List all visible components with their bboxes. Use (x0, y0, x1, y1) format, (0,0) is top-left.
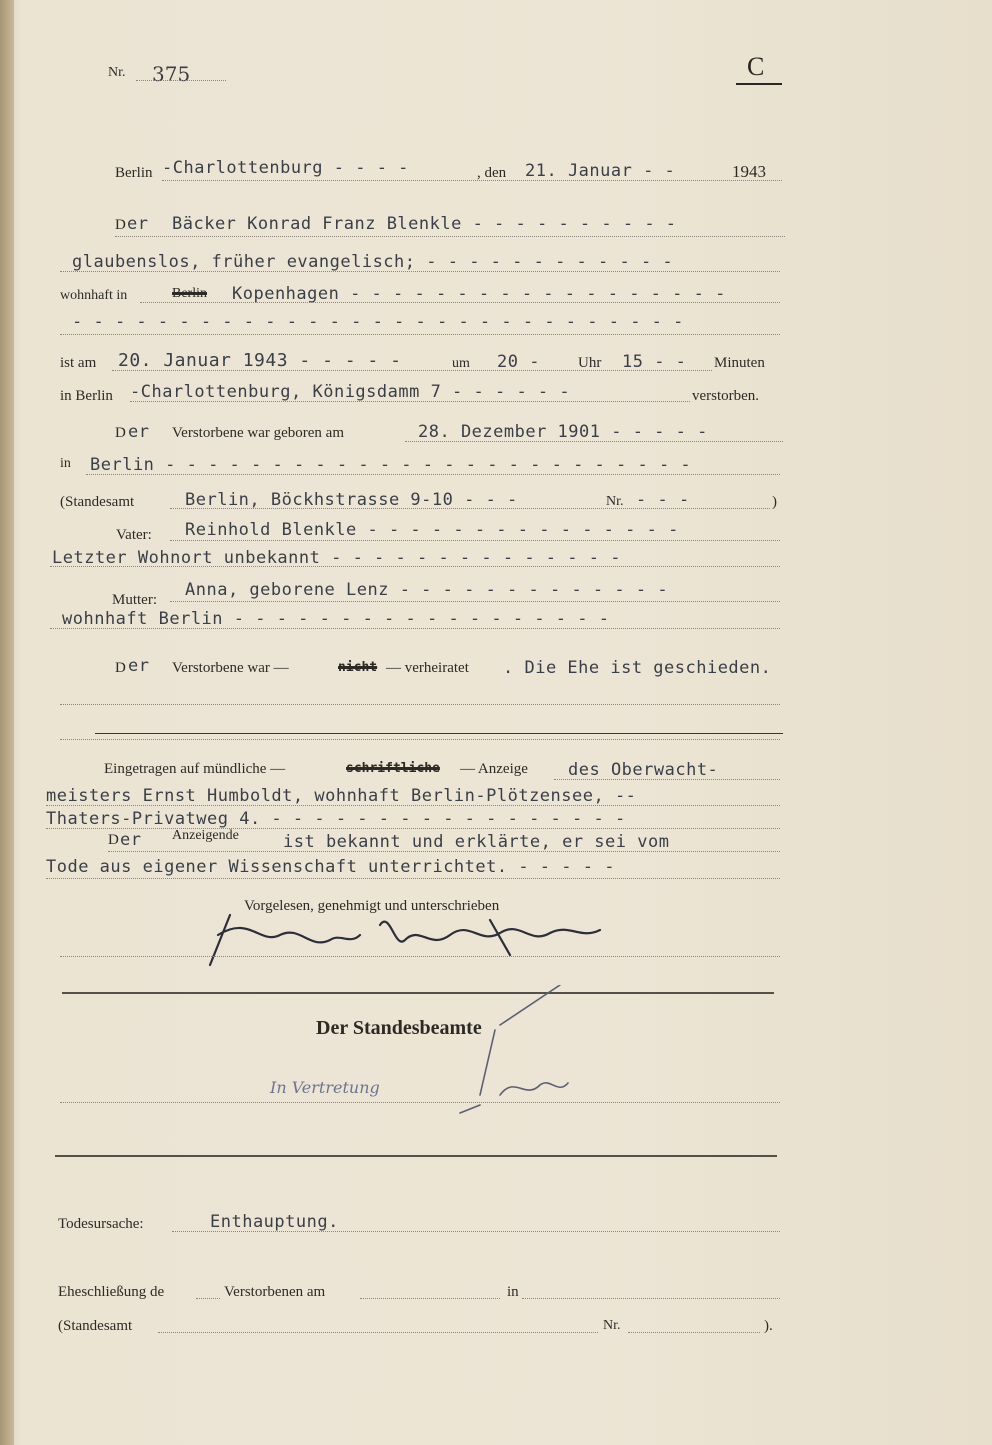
registration-line-4-printed: Anzeigende (172, 828, 239, 843)
registration-text-1: Eingetragen auf mündliche — (104, 761, 286, 777)
registration-line-2: meisters Ernst Humboldt, wohnhaft Berlin-Plötzensee, -- (46, 786, 637, 806)
registration-line-5: Tode aus eigener Wissenschaft unterrichtet. - - - - - (46, 857, 615, 877)
uhr-label: Uhr (578, 355, 602, 371)
standesamt-label: (Standesamt (60, 494, 135, 510)
district-typed: -Charlottenburg - - - - (162, 158, 409, 178)
religion-line: glaubenslos, früher evangelisch; - - - - - - - - - - - - (72, 252, 674, 272)
birth-in-label: in (60, 456, 71, 471)
residence-label: wohnhaft in (60, 288, 128, 303)
registration-text-2: — Anzeige (460, 761, 528, 777)
vater-residence: Letzter Wohnort unbekannt - - - - - - - - - - - - - - (52, 548, 621, 568)
death-date: 20. Januar 1943 - - - - - (118, 350, 402, 371)
marital-status-typed: . Die Ehe ist geschieden. (503, 658, 772, 678)
registration-typed-1: des Oberwacht- (568, 760, 719, 780)
death-place: -Charlottenburg, Königsdamm 7 - - - - - - (130, 382, 571, 402)
eheschliessung-in: in (507, 1284, 519, 1300)
year-printed: 1943 (732, 162, 766, 181)
mutter-label: Mutter: (112, 592, 157, 608)
birth-place: Berlin - - - - - - - - - - - - - - - - - - - - - - - - - (90, 455, 692, 475)
vorgelesen-text: Vorgelesen, genehmigt und unterschrieben (244, 898, 500, 914)
deceased-article: D (115, 217, 126, 233)
marital-article: D (115, 660, 126, 676)
book-binding-edge (0, 0, 14, 1445)
den-label: , den (477, 165, 507, 181)
birth-date: 28. Dezember 1901 - - - - - (418, 422, 708, 442)
registration-struck: schriftliche (346, 761, 440, 776)
minuten-label: Minuten (714, 355, 765, 371)
residence-blank-line: - - - - - - - - - - - - - - - - - - - - - - - - - - - - - (72, 312, 684, 332)
verstorben-label: verstorben. (692, 388, 760, 404)
register-number: 375 (152, 62, 191, 86)
marital-text-1: Verstorbene war — (172, 660, 289, 676)
deceased-article-typed: er (127, 214, 149, 234)
vater-value: Reinhold Blenkle - - - - - - - - - - - - - - - (185, 520, 679, 540)
death-hour: 20 - (497, 352, 540, 372)
mutter-value: Anna, geborene Lenz - - - - - - - - - - - - - (185, 580, 669, 600)
death-minutes: 15 - - (622, 352, 687, 372)
residence-value: Kopenhagen - - - - - - - - - - - - - - - - - - (232, 284, 726, 304)
todesursache-value: Enthauptung. (210, 1212, 339, 1232)
todesursache-label: Todesursache: (58, 1216, 144, 1232)
residence-struck: Berlin (172, 286, 207, 301)
birth-article: D (115, 425, 126, 441)
mutter-residence: wohnhaft Berlin - - - - - - - - - - - - - - - - - - (62, 609, 610, 629)
in-vertretung-stamp: In Vertretung (270, 1078, 380, 1097)
born-label: Verstorbene war geboren am (172, 425, 345, 441)
footer-standesamt-label: (Standesamt (58, 1318, 133, 1334)
footer-nr-label: Nr. (603, 1318, 621, 1333)
birth-nr-value: - - - (636, 490, 690, 510)
footer-close: ). (764, 1318, 773, 1334)
city-printed: Berlin (115, 165, 153, 181)
birth-standesamt: Berlin, Böckhstrasse 9-10 - - - (185, 490, 518, 510)
birth-article-typed: er (128, 422, 150, 442)
registration-line-4-article: D (108, 832, 119, 848)
registration-line-4-typed-b: ist bekannt und erklärte, er sei vom (283, 832, 670, 852)
ist-am-label: ist am (60, 355, 97, 371)
in-berlin-label: in Berlin (60, 388, 113, 404)
birth-close-paren: ) (772, 494, 777, 510)
standesbeamte-title: Der Standesbeamte (316, 1017, 482, 1039)
date-typed: 21. Januar - - (525, 161, 676, 181)
vater-label: Vater: (116, 527, 152, 543)
birth-nr-label: Nr. (606, 494, 624, 509)
eheschliessung-label-a: Eheschließung de (58, 1284, 165, 1300)
deceased-name: Bäcker Konrad Franz Blenkle - - - - - - - - - - (172, 214, 677, 234)
um-label: um (452, 356, 470, 371)
marital-struck: nicht (338, 660, 378, 675)
marital-text-2: — verheiratet (386, 660, 469, 676)
registrar-signature (440, 985, 600, 1115)
registration-line-4-typed-a: er (120, 830, 142, 850)
marital-article-typed: er (128, 656, 150, 676)
nr-label: Nr. (108, 65, 126, 80)
registration-line-3: Thaters-Privatweg 4. - - - - - - - - - - - - - - - - - (46, 809, 626, 829)
corner-letter: C (747, 52, 765, 81)
eheschliessung-label-b: Verstorbenen am (224, 1284, 326, 1300)
informant-signature (190, 905, 610, 975)
